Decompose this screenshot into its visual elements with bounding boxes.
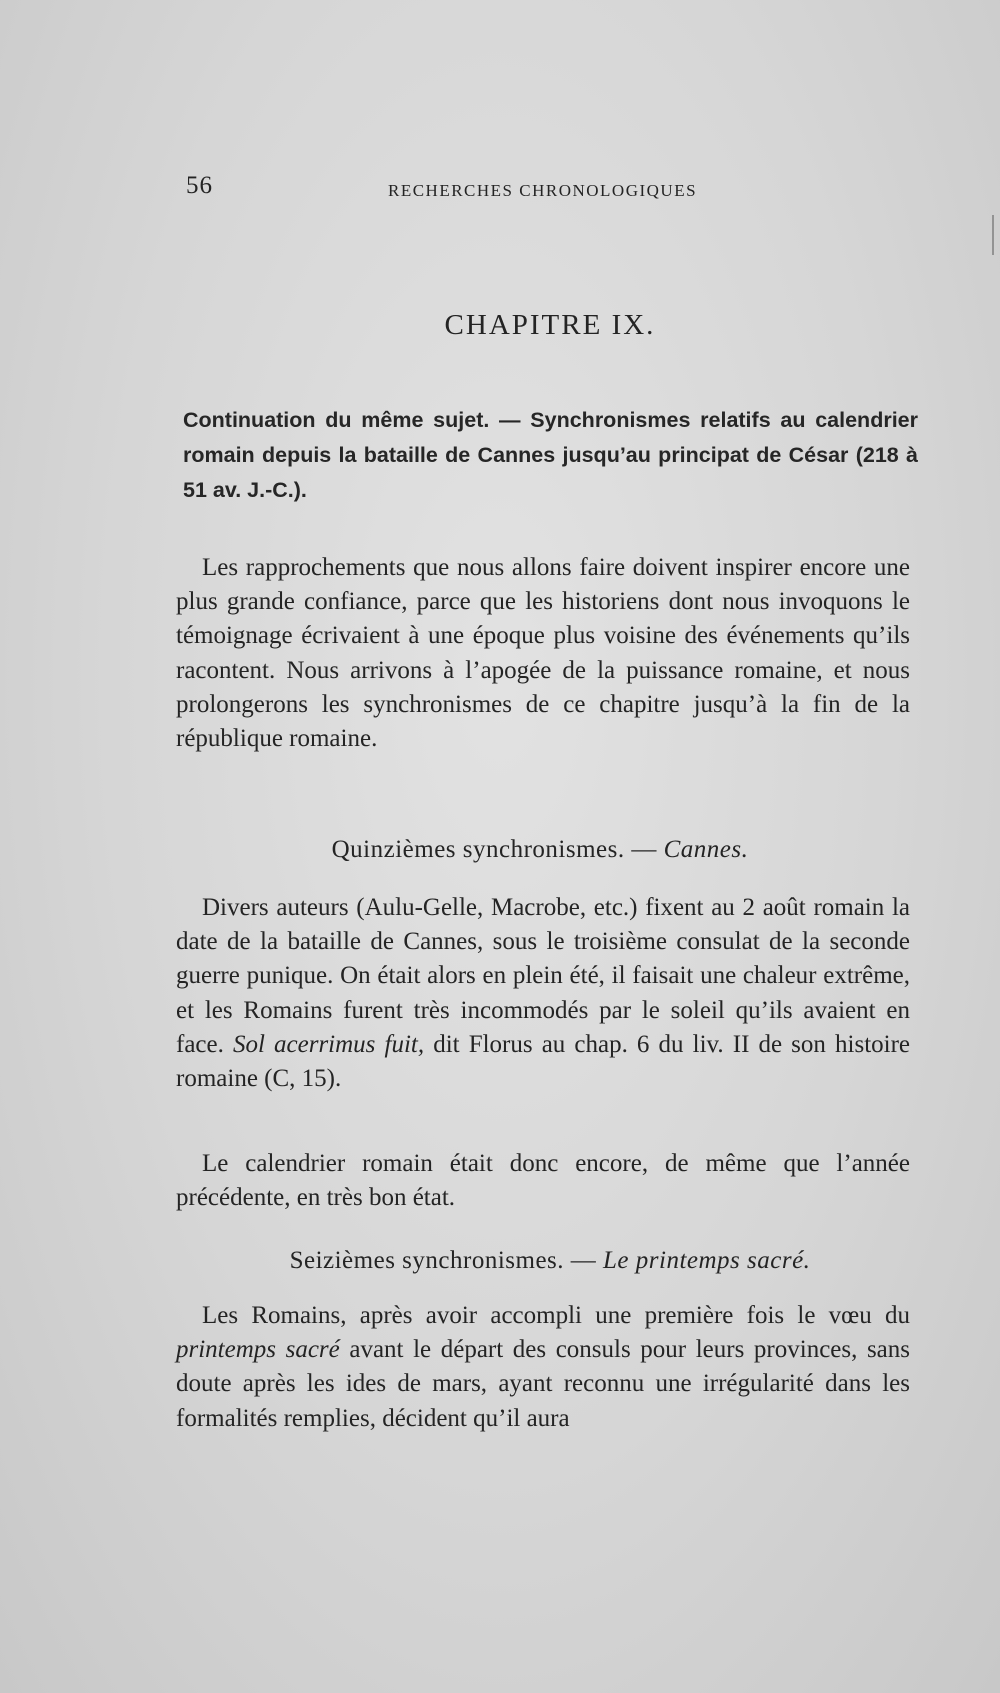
chapter-summary: Continuation du même sujet. — Synchronismes relatifs au calendrier romain depuis la bataille de Cannes jusqu’au principat de César (218 à 51 av. J.-C.). [183, 408, 918, 502]
page-number: 56 [186, 172, 213, 199]
section-heading-text: Quinzièmes synchronismes. — [331, 836, 657, 863]
paragraph-text-part: dit Florus au chap. 6 du liv. II de son histoire romaine (C, 15). [176, 1030, 911, 1093]
section-heading-seiziemes [0, 1247, 1000, 1275]
paragraph-text-part: avant le départ des consuls pour leurs provinces, sans doute après les ides de mars, ayant reconnu une irrégularité dans les formalités remplies, décident qu’il aura [176, 1336, 911, 1432]
paragraph-intro [176, 551, 910, 756]
latin-quote: Sol acerrimus fuit, [232, 1030, 425, 1058]
paragraph-calendrier [176, 1147, 910, 1215]
paragraph-cannes [176, 891, 910, 1096]
chapter-title: CHAPITRE IX. [444, 309, 656, 341]
page-edge-mark [992, 215, 994, 255]
paragraph-text [176, 1299, 910, 1436]
paragraph-text-part: Divers auteurs (Aulu-Gelle, Macrobe, etc.) fixent au 2 août romain la date de la bataille de Cannes, sous le troisième consulat de la seconde guerre punique. On était alors en plein été, il faisait une chaleur extrême, et les Romains furent très incommodés par le soleil qu’ils avaient en face. [176, 894, 910, 1058]
running-title: RECHERCHES CHRONOLOGIQUES [388, 181, 698, 200]
paragraph-printemps [176, 1299, 910, 1436]
section-heading-text: Seizièmes synchronismes. — [289, 1247, 597, 1274]
section-heading-quinziemes [0, 836, 1000, 864]
section-heading-italic: Le printemps sacré. [603, 1247, 811, 1274]
paragraph-text: Le calendrier romain était donc encore, de même que l’année précédente, en très bon état. [176, 1150, 910, 1212]
italic-term: printemps sacré [176, 1336, 340, 1364]
page-header [186, 172, 726, 206]
section-heading-italic: Cannes. [663, 836, 749, 863]
paragraph-text-part: Les Romains, après avoir accompli une première fois le vœu du [202, 1302, 910, 1329]
paragraph-text: Les rapprochements que nous allons faire doivent inspirer encore une plus grande confiance, parce que les historiens dont nous invoquons le témoignage écrivaient à une époque plus voisine des événements qu’ils racontent. Nous arrivons à l’apogée de la puissance romaine, et nous prolongerons les synchronismes de ce chapitre jusqu’à la fin de la république romaine. [176, 554, 910, 753]
paragraph-text [176, 891, 910, 1096]
